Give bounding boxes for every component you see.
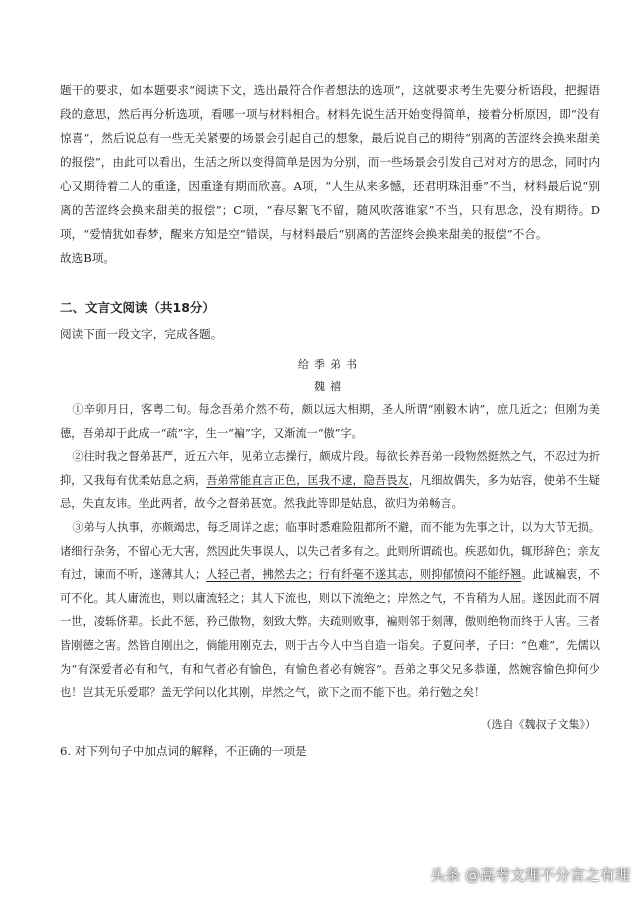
article-paragraph-1: ①辛卯月日，客粤二旬。每念吾弟介然不苟，颇以远大相期，圣人所谓“刚毅木讷”，庶几近之；但刚为美德，吾弟却于此成一“疏”字，生一“褊”字，又渐流一“傲”字。	[60, 403, 600, 440]
question-number: 6.	[60, 743, 72, 758]
paragraph-2-text-b: ，凡细故偶失，多为姑容，使弟不生疑忌，失直友讳。坐此两者，故今之督弟甚宽。然我此等即是姑息，欲归为弟畅言。	[60, 473, 600, 511]
watermark: 头条 @高考文理不分言之有理	[430, 866, 630, 884]
section-title: 二、文言文阅读（共18分）	[60, 300, 215, 315]
underlined-sentence-1: 吾弟常能直言正色，匡我不逮，隐吾畏友	[206, 473, 409, 487]
article-paragraph-3	[60, 516, 600, 705]
question-text: 对下列句子中加点词的解释，不正确的一项是	[74, 743, 307, 758]
paragraph-3-text-a: ③弟与人执事，亦颇竭忠，每乏周详之虑；临事时悉难险阻都所不避，而不能为先事之计，以为大节无损。诸细行杂务，不留心无大害，然因此失事误人，以失己者多有之。此则所谓疏也。疾恶如仇，辄形辞色；亲友有过，谏而不听，遂薄其人；	[60, 520, 600, 582]
paragraph-3-text-b: 。此诚褊衷，不可不化。其人庸流也，则以庸流轻之；其人下流也，则以下流绝之；岸然之气，不肯稍为人屈。遂因此而不屑一世，凌轹侪辈。长此不惩，矜己傲物，刻致大弊。夫疏则败事，褊则邻于刻薄，傲则绝物而终于人害。三者皆刚德之害。然皆自刚出之，倘能用刚克去，则于古今人中当自造一诣矣。子夏问孝，子曰：“色难”，先儒以为“有深爱者必有和气，有和气者必有愉色，有愉色者必有婉容”。吾弟之事父兄多恭谨，然婉容愉色抑何少也！岂其无乐爱耶？盖无学问以化其刚，岸然之气，欲下之而不能下也。弟行勉之矣！	[60, 568, 600, 700]
question-6	[60, 739, 600, 763]
section-instruction: 阅读下面一段文字，完成各题。	[60, 327, 223, 341]
underlined-sentence-2: 人轻己者，拂然去之；行有纤毫不遂其志，则抑郁愤闷不能纾翘	[206, 568, 522, 582]
document-page	[60, 78, 600, 763]
analysis-paragraph: 题干的要求，如本题要求“阅读下文，选出最符合作者想法的选项”，这就要求考生先要分析语段，把握语段的意思，然后再分析选项，看哪一项与材料相合。材料先说生活开始变得简单，接着分析原因，即“没有惊喜”，然后说总有一些无关紧要的场景会引起自己的想象，最后说自己的期待“别离的苦涩终会换来甜美的报偿”，由此可以看出，生活之所以变得简单是因为分别，而一些场景会引发自己对对方的思念，同时内心又期待着二人的重逢，因重逢有期而欣喜。A项，“人生从来多憾，还君明珠泪垂”不当，材料最后说“别离的苦涩终会换来甜美的报偿”；C项，“春尽絮飞不留，随风吹落谁家”不当，只有思念，没有期待。D项，“爱情犹如春梦，醒来方知是空”错误，与材料最后“别离的苦涩终会换来甜美的报偿”不合。	[60, 83, 600, 241]
paragraph-2-text-a: ②往时我之督弟甚严，近五六年，见弟立志操行，颇成片段。每欲长养吾弟一段物然挺然之气，不忍过为折抑，又我每有优柔姑息之病，	[60, 450, 600, 487]
article-author: 魏禧	[314, 380, 346, 393]
article-source: （选自《魏叔子文集》）	[480, 717, 596, 731]
article-paragraph-2	[60, 445, 600, 516]
article-title: 给季弟书	[298, 358, 362, 371]
answer-conclusion: 故选B项。	[60, 251, 115, 265]
